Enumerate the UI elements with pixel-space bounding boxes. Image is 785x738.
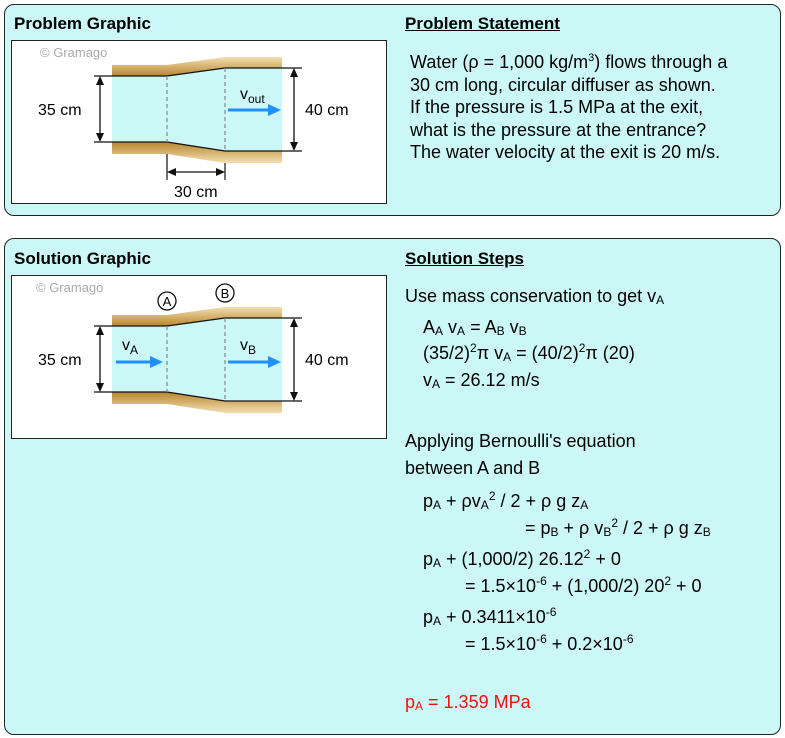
va-label: $v_A$ (122, 337, 139, 357)
statement-line: The water velocity at the exit is 20 m/s. (410, 142, 721, 163)
copyright-label: © Gramago (40, 45, 108, 60)
point-b-label: B (220, 286, 230, 301)
point-a-label: A (162, 294, 172, 309)
dim-length-label: 30 cm (174, 184, 218, 201)
dim-right-label: 40 cm (305, 102, 349, 119)
step-bernoulli-1: Applying Bernoulli's equation (405, 431, 636, 451)
water-region (112, 318, 282, 401)
diffuser-solution-diagram (12, 276, 385, 437)
vb-label: $v_B$ (240, 337, 257, 357)
velocity-out-label: $v_{out}$ (240, 86, 265, 106)
statement-line: what is the pressure at the entrance? (410, 119, 707, 140)
problem-statement-text (410, 47, 727, 164)
eq-bernoulli-4: = $1.5\times 10^{-6} + (1,000/2) 20^2 + 0$ (465, 574, 702, 596)
eq-mass-3: $v_A = 26.12$ m/s (423, 370, 540, 391)
solution-panel (4, 238, 781, 735)
eq-bernoulli-2: = $p_B + \rho$ $v_B^2 / 2 + \rho$ g $z_B$ (525, 516, 711, 539)
diffuser-diagram (12, 41, 385, 202)
statement-line: Water (ρ = 1,000 $kg/m^3$) flows through a (410, 52, 728, 72)
problem-panel (4, 4, 781, 216)
copyright-label: © Gramago (36, 280, 104, 295)
problem-statement-title: Problem Statement (405, 14, 560, 33)
dim-right-label: 40 cm (305, 352, 349, 369)
statement-line: If the pressure is 1.5 MPa at the exit, (410, 97, 704, 118)
solution-steps-title: Solution Steps (405, 249, 524, 268)
problem-graphic (11, 40, 387, 204)
final-answer: $p_A = 1.359$ MPa (405, 692, 531, 713)
eq-mass-1: $A_A$ $v_A = A_B$ $v_B$ (423, 317, 527, 338)
dim-left-label: 35 cm (38, 102, 82, 119)
eq-bernoulli-5: $p_A + 0.3411\times 10^{-6}$ (423, 605, 557, 628)
step-mass-conservation: Use mass conservation to get $v_A$ (405, 286, 665, 307)
eq-mass-2: $(35/2)^2\pi$ $v_A = (40/2)^2\pi$ (20) (423, 341, 635, 364)
eq-bernoulli-6: = $1.5\times 10^{-6} + 0.2\times 10^{-6}$ (465, 632, 634, 654)
solution-graphic-title: Solution Graphic (14, 249, 151, 268)
eq-bernoulli-3: $p_A + (1,000/2) 26.12^2 + 0$ (423, 547, 621, 570)
eq-bernoulli-1: $p_A + \rho v_A^2 / 2 + \rho$ g $z_A$ (423, 489, 589, 512)
step-bernoulli-2: between A and B (405, 458, 541, 478)
dim-left-label: 35 cm (38, 352, 82, 369)
problem-graphic-title: Problem Graphic (14, 14, 151, 33)
solution-graphic (11, 275, 387, 439)
statement-line: 30 cm long, circular diffuser as shown. (410, 74, 716, 95)
